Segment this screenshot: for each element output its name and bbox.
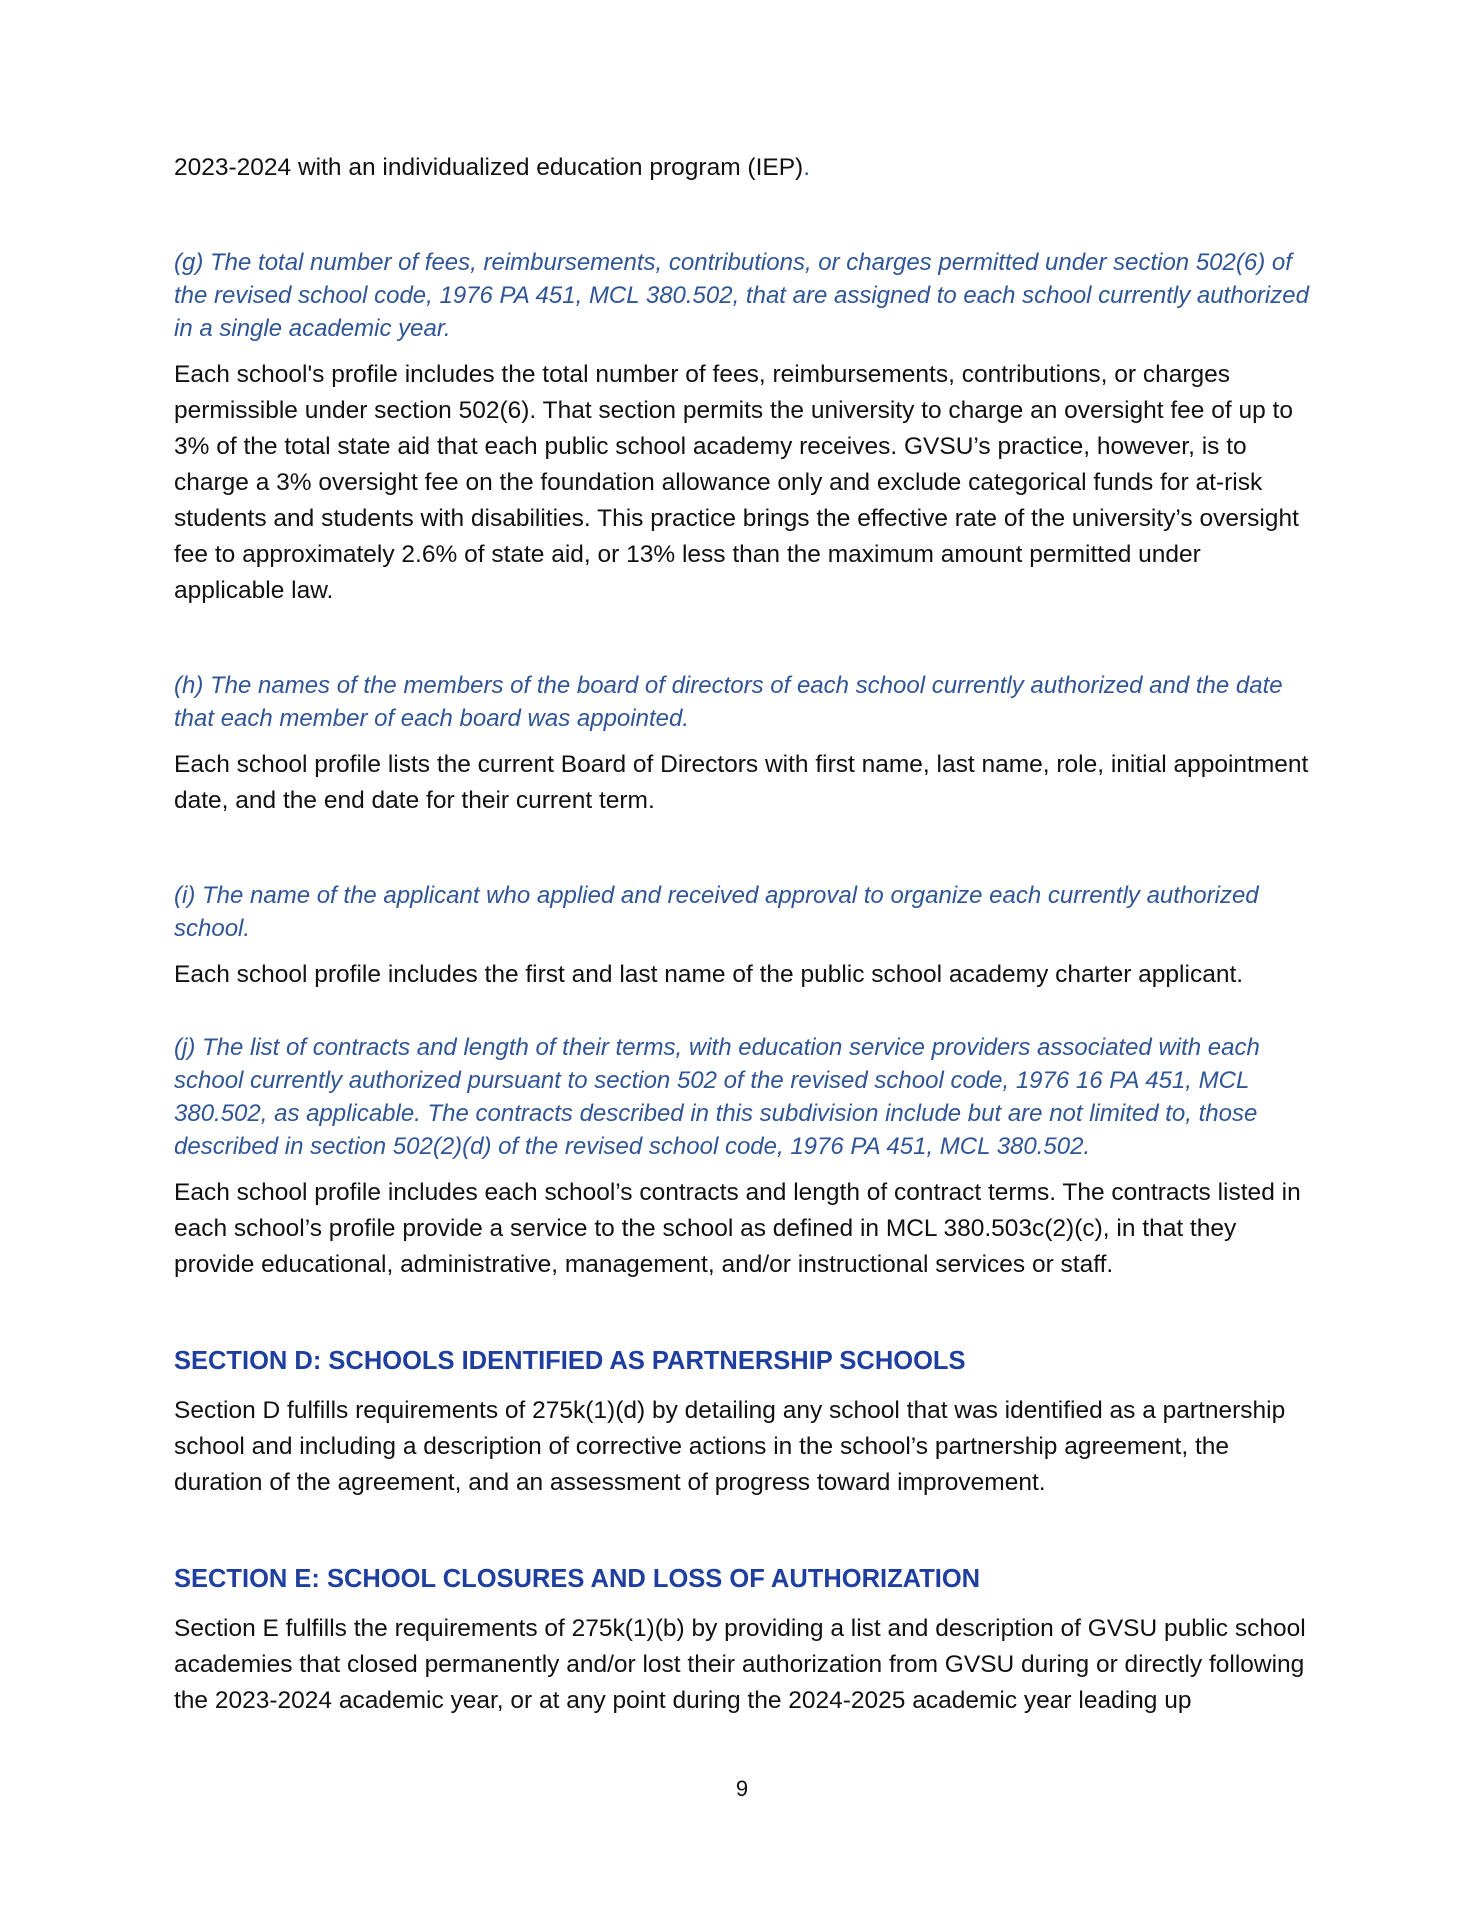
page-number: 9 bbox=[735, 1776, 749, 1801]
section-e-heading: SECTION E: SCHOOL CLOSURES AND LOSS OF AUTHORIZATION bbox=[174, 1565, 981, 1593]
response-j: Each school profile includes each school’s contracts and length of contract terms. The contracts listed in each school’s profile provide a service to the school as defined in MCL 380.503c(2)(c), in that they provide educational, administrative, management, and/or instructional services or staff. bbox=[174, 1179, 1301, 1278]
response-h: Each school profile lists the current Board of Directors with first name, last name, role, initial appointment date, and the end date for their current term. bbox=[174, 751, 1309, 814]
intro-line-text: 2023-2024 with an individualized education program (IEP) bbox=[174, 154, 804, 181]
intro-line bbox=[174, 150, 1314, 186]
intro-line-period: . bbox=[803, 154, 811, 181]
section-d-heading: SECTION D: SCHOOLS IDENTIFIED AS PARTNERSHIP SCHOOLS bbox=[174, 1347, 966, 1375]
requirement-h: (h) The names of the members of the board of directors of each school currently authorized and the date that each member of each board was appointed. bbox=[174, 672, 1283, 732]
section-d-body: Section D fulfills requirements of 275k(1)(d) by detailing any school that was identified as a partnership school and including a description of corrective actions in the school’s partnership agreement, the duration of the agreement, and an assessment of progress toward improvement. bbox=[174, 1397, 1286, 1496]
page-content bbox=[174, 150, 1314, 1719]
response-i: Each school profile includes the first and last name of the public school academy charter applicant. bbox=[174, 961, 1244, 988]
response-g: Each school's profile includes the total number of fees, reimbursements, contributions, or charges permissible under section 502(6). That section permits the university to charge an oversight fee of up to 3% of the total state aid that each public school academy receives. GVSU’s practice, however, is to charge a 3% oversight fee on the foundation allowance only and exclude categorical funds for at-risk students and students with disabilities. This practice brings the effective rate of the university’s oversight fee to approximately 2.6% of state aid, or 13% less than the maximum amount permitted under applicable law. bbox=[174, 361, 1299, 604]
requirement-j: (j) The list of contracts and length of their terms, with education service providers associated with each school currently authorized pursuant to section 502 of the revised school code, 1976 16 PA 451, MCL 380.502, as applicable. The contracts described in this subdivision include but are not limited to, those described in section 502(2)(d) of the revised school code, 1976 PA 451, MCL 380.502. bbox=[174, 1034, 1260, 1160]
requirement-i: (i) The name of the applicant who applied and received approval to organize each currently authorized school. bbox=[174, 882, 1259, 942]
requirement-g: (g) The total number of fees, reimbursements, contributions, or charges permitted under section 502(6) of the revised school code, 1976 PA 451, MCL 380.502, that are assigned to each school currently authorized in a single academic year. bbox=[174, 249, 1309, 342]
section-e-body: Section E fulfills the requirements of 275k(1)(b) by providing a list and description of GVSU public school academies that closed permanently and/or lost their authorization from GVSU during or directly following the 2023-2024 academic year, or at any point during the 2024-2025 academic year leading up bbox=[174, 1615, 1306, 1714]
